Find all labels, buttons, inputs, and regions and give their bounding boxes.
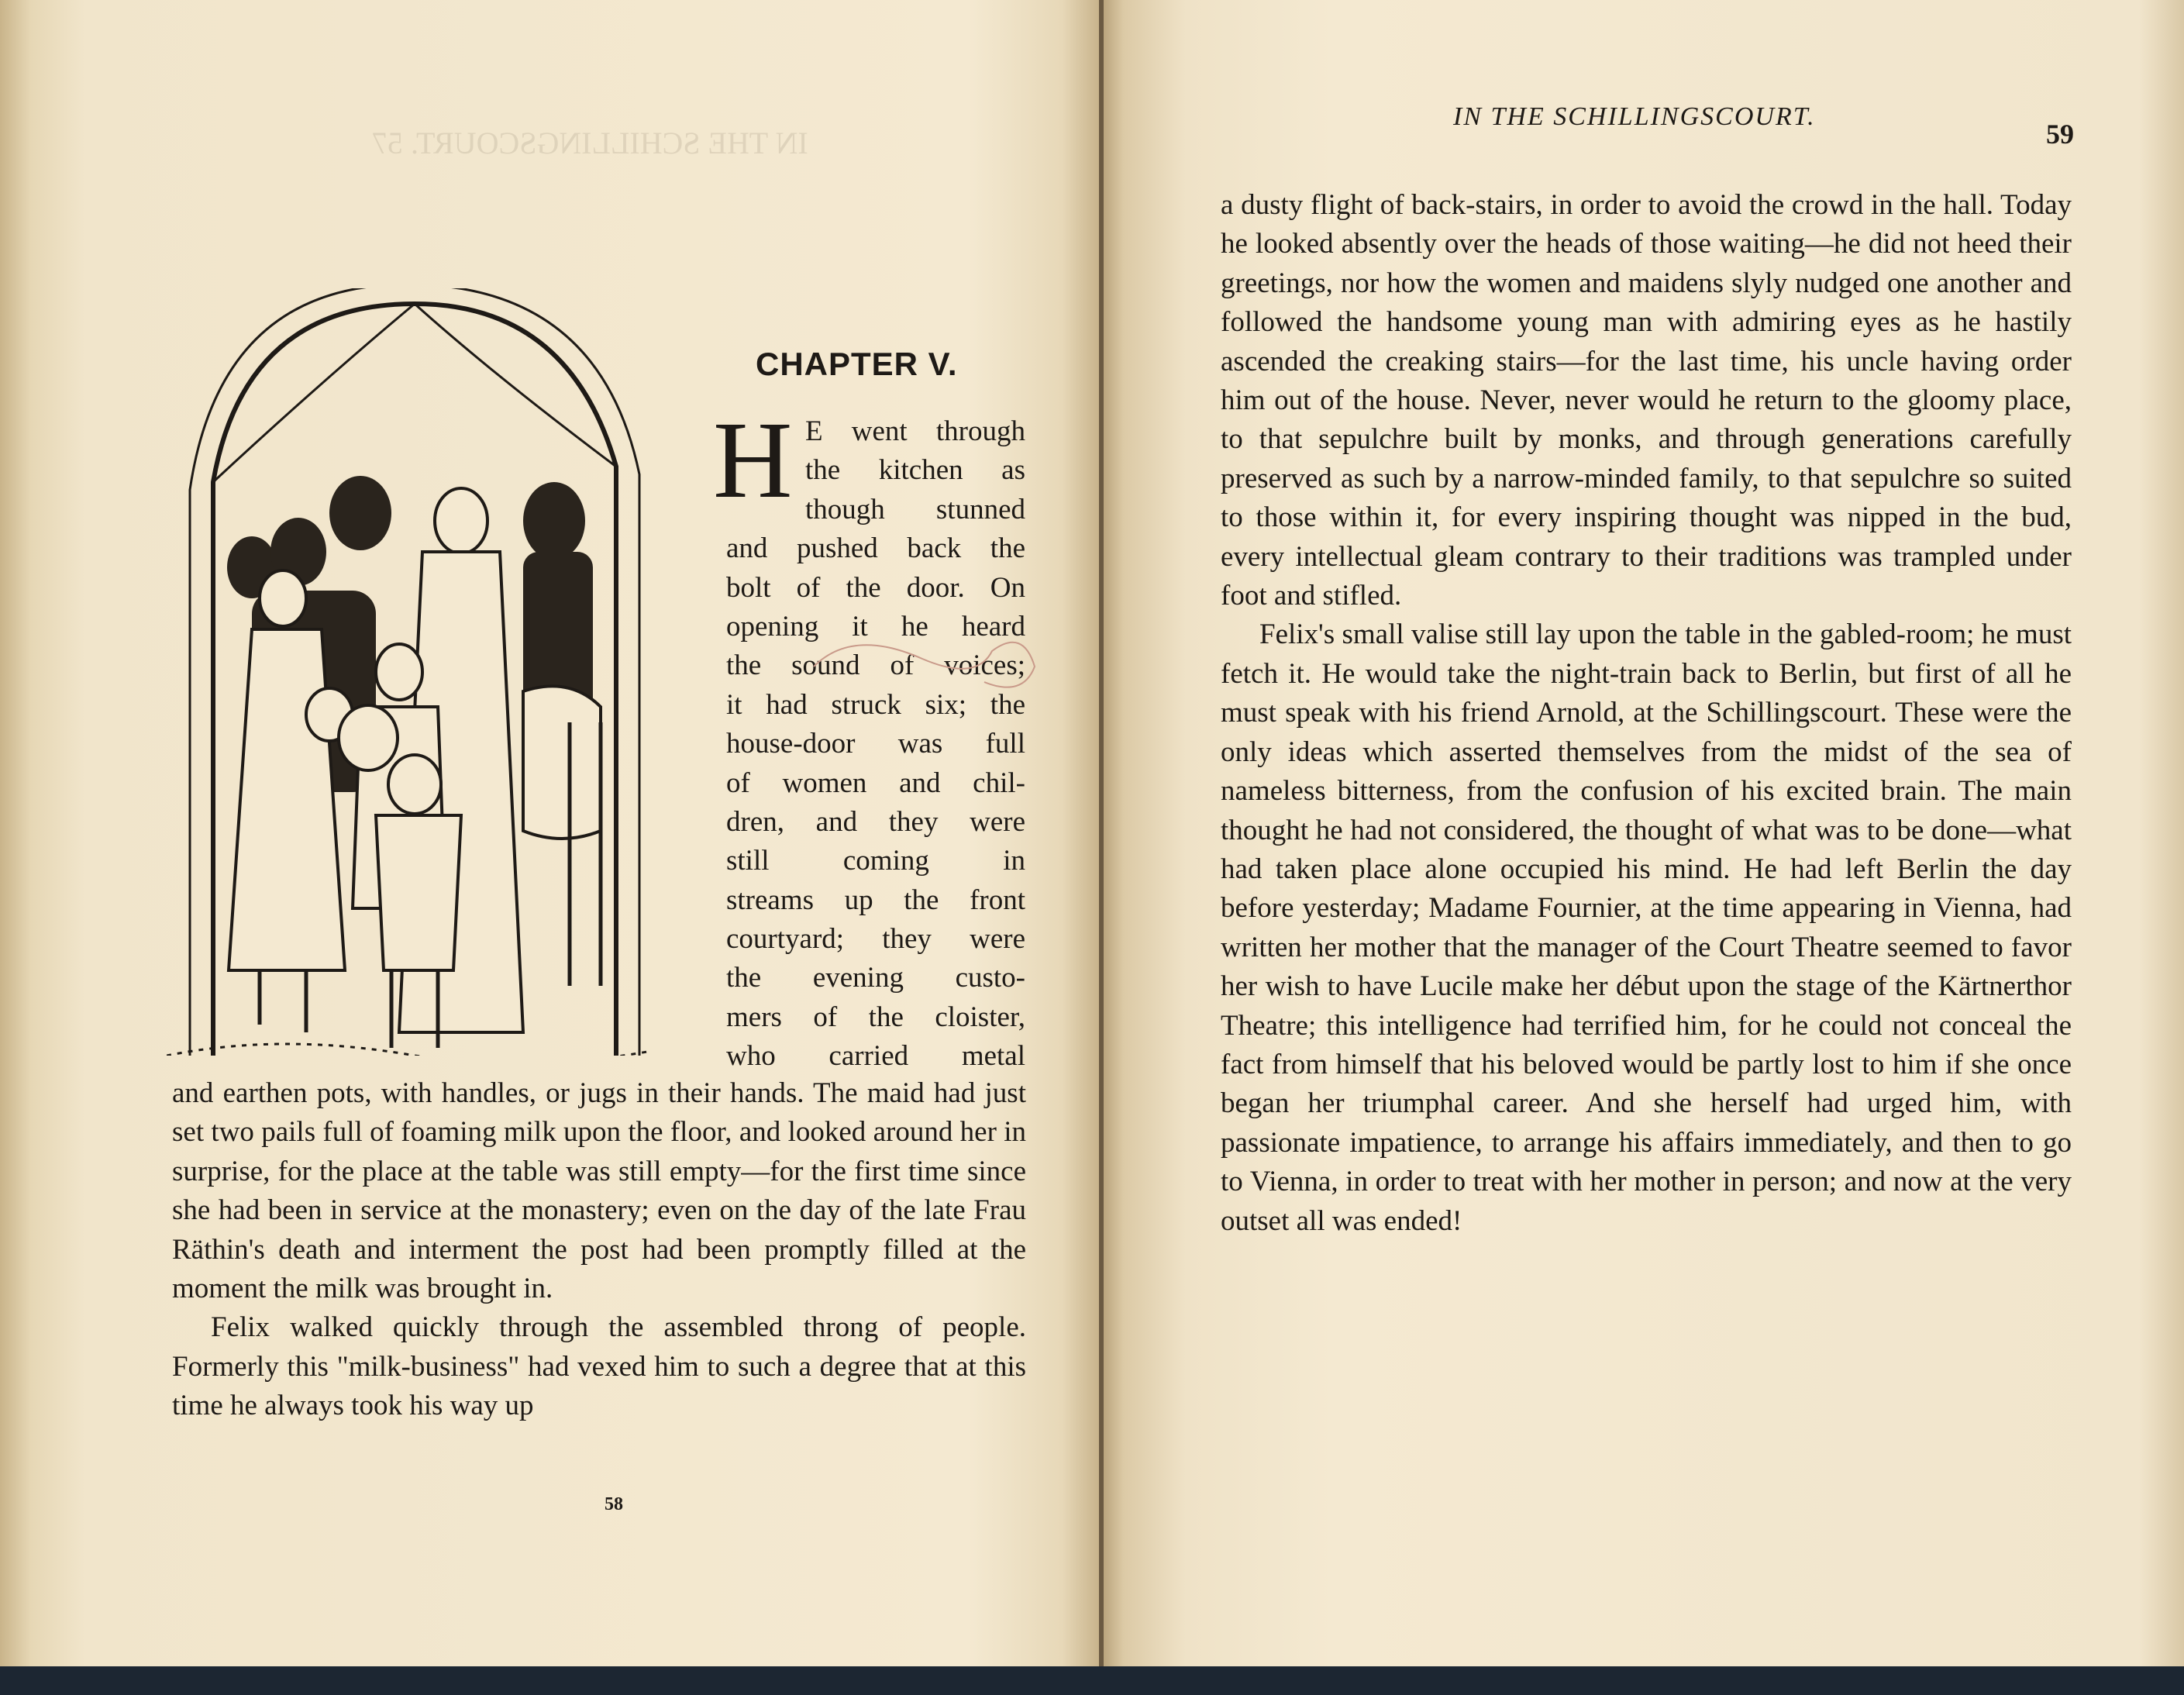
text-line: courtyard; they were xyxy=(726,923,1025,956)
text-line: and pushed back the xyxy=(726,532,1025,565)
text-line: of women and chil- xyxy=(726,767,1025,799)
footer-page-number: 58 xyxy=(605,1494,623,1514)
text-line: the kitchen as xyxy=(805,454,1025,487)
chapter-illustration xyxy=(167,288,701,1056)
bleed-through-text: IN THE SCHILLINGSCOURT. 57 xyxy=(372,126,808,160)
text-line: the sound of voices; xyxy=(726,649,1025,682)
left-page xyxy=(0,0,1101,1666)
chapter-title: CHAPTER V. xyxy=(756,346,958,382)
text-line: house-door was full xyxy=(726,728,1025,760)
text-line: who carried metal xyxy=(726,1040,1025,1073)
drop-cap: H xyxy=(713,398,793,521)
text-line: mers of the cloister, xyxy=(726,1001,1025,1033)
text-line: still coming in xyxy=(726,845,1025,877)
paragraph: Felix walked quickly through the assembled throng of people. Formerly this "milk-business" had vexed him to such a degree that at this time he always took his way up xyxy=(172,1311,1026,1422)
paragraph: a dusty flight of back-stairs, in order to avoid the crowd in the hall. Today he looked absently over the heads of those waiting—he did not heed their greetings, nor how the women and maidens slyly nudged one another and followed the handsome young man with admiring eyes as he hastily ascended the creaking stairs—for the last time, his uncle having order him out of the house. Never, never would he return to the gloomy place, to that sepulchre built by monks, and through generations carefully preserved as such by a narrow-minded family, to that sepulchre so suited to those within it, for every inspiring thought was nipped in the bud, every intellectual gleam contrary to their traditions was trampled under foot and stifled. xyxy=(1221,189,2072,612)
page-number: 59 xyxy=(2046,119,2074,150)
right-page-body xyxy=(1221,186,2072,1241)
text-line: opening it he heard xyxy=(726,610,1025,643)
text-line: E went through xyxy=(805,415,1025,447)
book-gutter xyxy=(1099,0,1104,1666)
paragraph: Felix's small valise still lay upon the table in the gabled-room; he must fetch it. He would take the night-train back to Berlin, but first of all he must speak with his friend Arnold, at the Schillingscourt. These were the only ideas which asserted themselves from the midst of the sea of nameless bitterness, from the confusion of his excited brain. The main thought he had not considered, the thought of what was to be done—what had taken place alone occupied his mind. He had left Berlin the day before yesterday; Madame Fournier, at the time appearing in Vienna, had written her mother that the manager of the Court Theatre seemed to favor her wish to have Lucile make her début upon the stage of the Kärtnerthor Theatre; this intelligence had terrified him, for he could not conceal the fact from himself that his beloved would be partly lost to him if she once began her triumphal career. And she herself had urged him, with passionate impatience, to arrange his affairs immediately, and then to go to Vienna, in order to treat with her mother in person; and now at the very outset all was ended! xyxy=(1221,618,2072,1237)
text-line: dren, and they were xyxy=(726,805,1025,838)
text-line: bolt of the door. On xyxy=(726,571,1025,604)
wrapped-opening-text xyxy=(726,412,1025,1077)
right-page xyxy=(1101,0,2184,1666)
text-line: it had struck six; the xyxy=(726,688,1025,721)
paragraph: and earthen pots, with handles, or jugs in their hands. The maid had just set two pails full of foaming milk upon the floor, and looked around her in surprise, for the place at the table was still empty—for the first time since she had been in service at the monastery; even on the day of the late Frau Räthin's death and interment the post had been promptly filled at the moment the milk was brought in. xyxy=(172,1077,1026,1305)
text-line: though stunned xyxy=(805,493,1025,525)
left-page-body xyxy=(172,1074,1026,1426)
text-line: the evening custo- xyxy=(726,962,1025,994)
text-line: streams up the front xyxy=(726,884,1025,916)
pencil-annotation-mark xyxy=(806,636,1039,698)
running-head: IN THE SCHILLINGSCOURT. xyxy=(1453,102,1816,131)
